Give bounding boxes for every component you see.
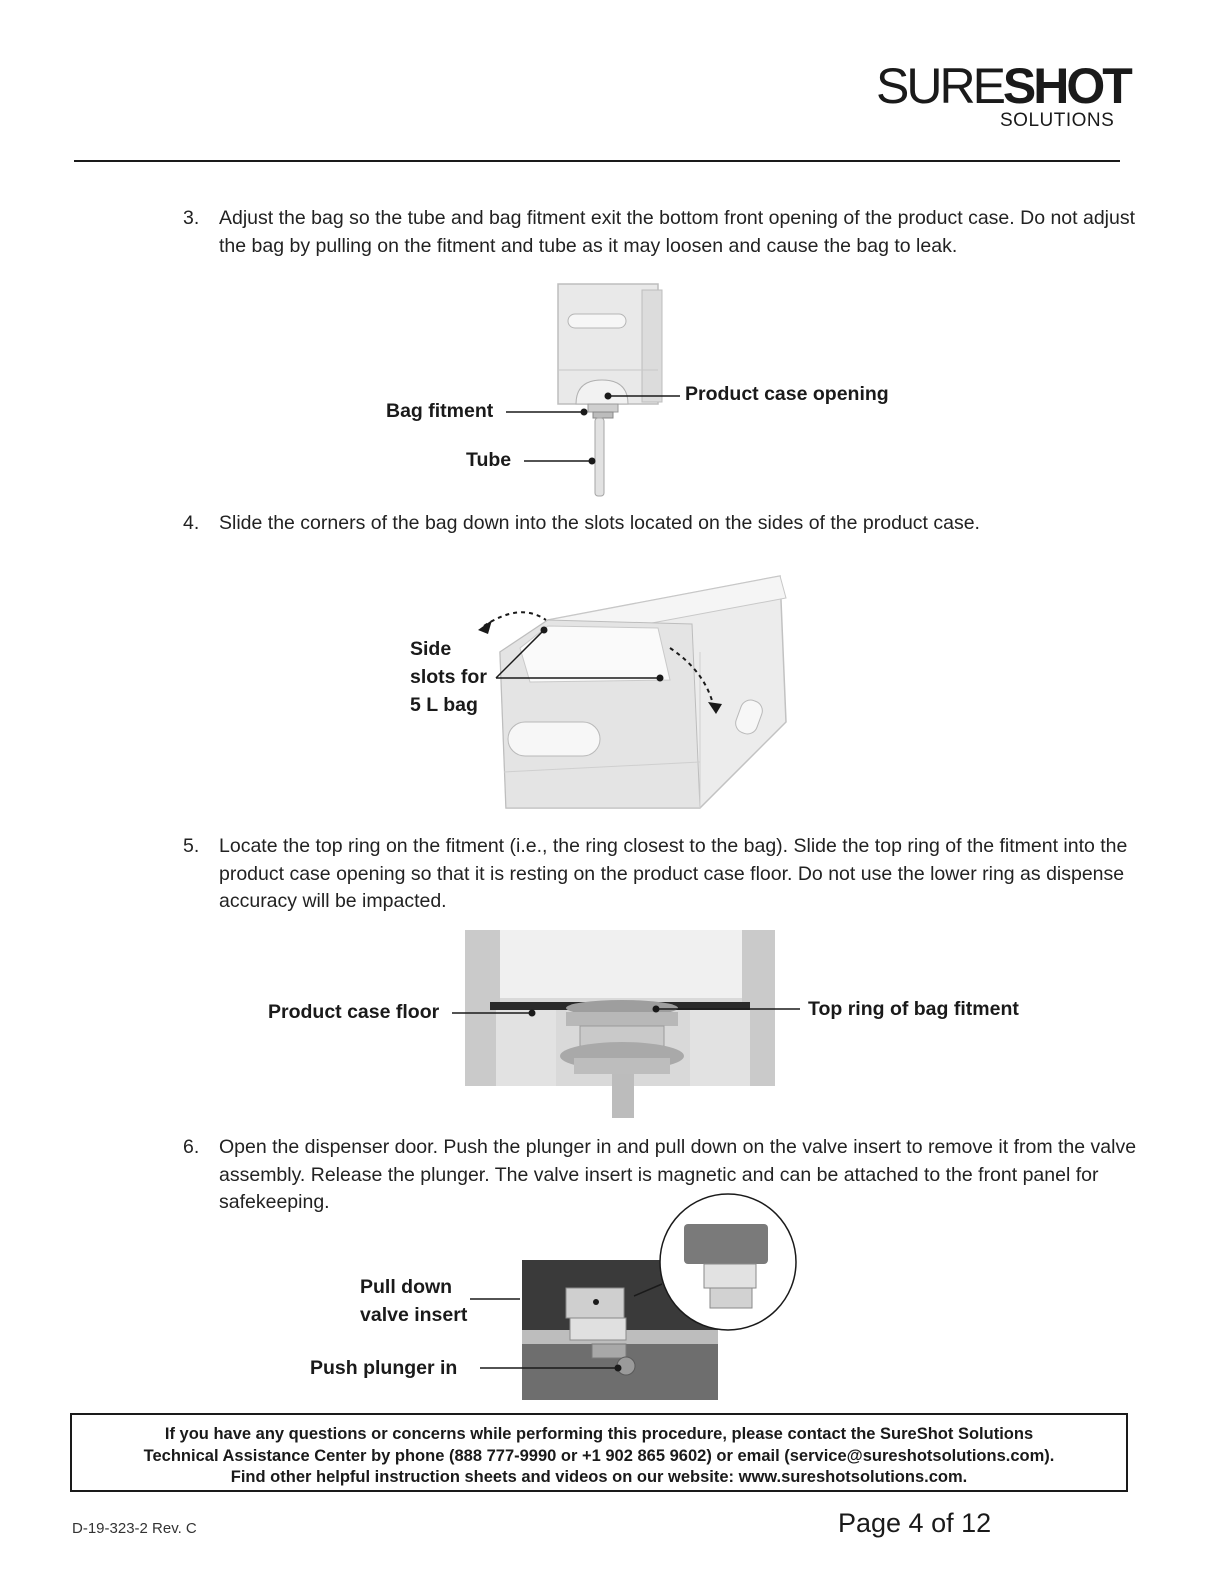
label-bag-fitment: Bag fitment [386,400,494,422]
figure-side-slots [400,562,800,812]
logo-subtitle: SOLUTIONS [1000,110,1115,131]
label-pull-down-line1: Pull down [360,1276,453,1298]
document-id: D-19-323-2 Rev. C [72,1520,197,1537]
contact-line-2: Technical Assistance Center by phone (888 777-9990 or +1 902 865 9602) or email (service@sureshotsolutions.com). [143,1446,1055,1465]
label-pull-down-line2: valve insert [360,1304,468,1326]
label-product-case-opening: Product case opening [685,383,889,405]
step-3 [183,205,1153,260]
step-number: 6. [183,1136,200,1158]
contact-notice-box [70,1413,1128,1492]
logo-text-light: SURE [876,58,1003,114]
step-text: Adjust the bag so the tube and bag fitment exit the bottom front opening of the product case. Do not adjust the bag by pulling on the fitment and tube as it may loosen and cause the bag to leak. [219,207,1136,257]
contact-line-3: Find other helpful instruction sheets and videos on our website: www.sureshotsolutions.com. [230,1468,968,1486]
label-side-slots-line3: 5 L bag [410,694,478,716]
step-number: 5. [183,835,200,857]
label-side-slots-line2: slots for [410,666,487,688]
label-tube: Tube [466,449,512,471]
sureshot-logo [876,58,1130,135]
step-text: Open the dispenser door. Push the plunger in and pull down on the valve insert to remove it from the valve assembly. Release the plunger. The valve insert is magnetic and can be attached to the front panel for safekeeping. [219,1136,1137,1213]
figure-product-case-floor [260,928,1060,1120]
step-text: Locate the top ring on the fitment (i.e., the ring closest to the bag). Slide the top ring of the fitment into the product case opening so that it is resting on the product case floor. Do not use the lower ring as dispense accuracy will be impacted. [219,835,1128,912]
step-number: 3. [183,207,200,229]
step-5 [183,833,1153,916]
figure-valve-insert [300,1192,810,1404]
label-side-slots-line1: Side [410,638,452,660]
label-top-ring: Top ring of bag fitment [808,998,1019,1020]
contact-line-1: If you have any questions or concerns while performing this procedure, please contact the SureShot Solutions [164,1425,1034,1443]
label-push-plunger: Push plunger in [310,1357,458,1379]
step-number: 4. [183,512,200,534]
figure-product-case-tube [380,280,920,500]
step-4 [183,510,1153,538]
header-rule [74,160,1120,162]
page-number: Page 4 of 12 [838,1508,992,1538]
logo-text-bold: SHOT [1002,58,1130,114]
label-product-case-floor: Product case floor [268,1001,440,1023]
step-text: Slide the corners of the bag down into the slots located on the sides of the product case. [219,512,980,534]
